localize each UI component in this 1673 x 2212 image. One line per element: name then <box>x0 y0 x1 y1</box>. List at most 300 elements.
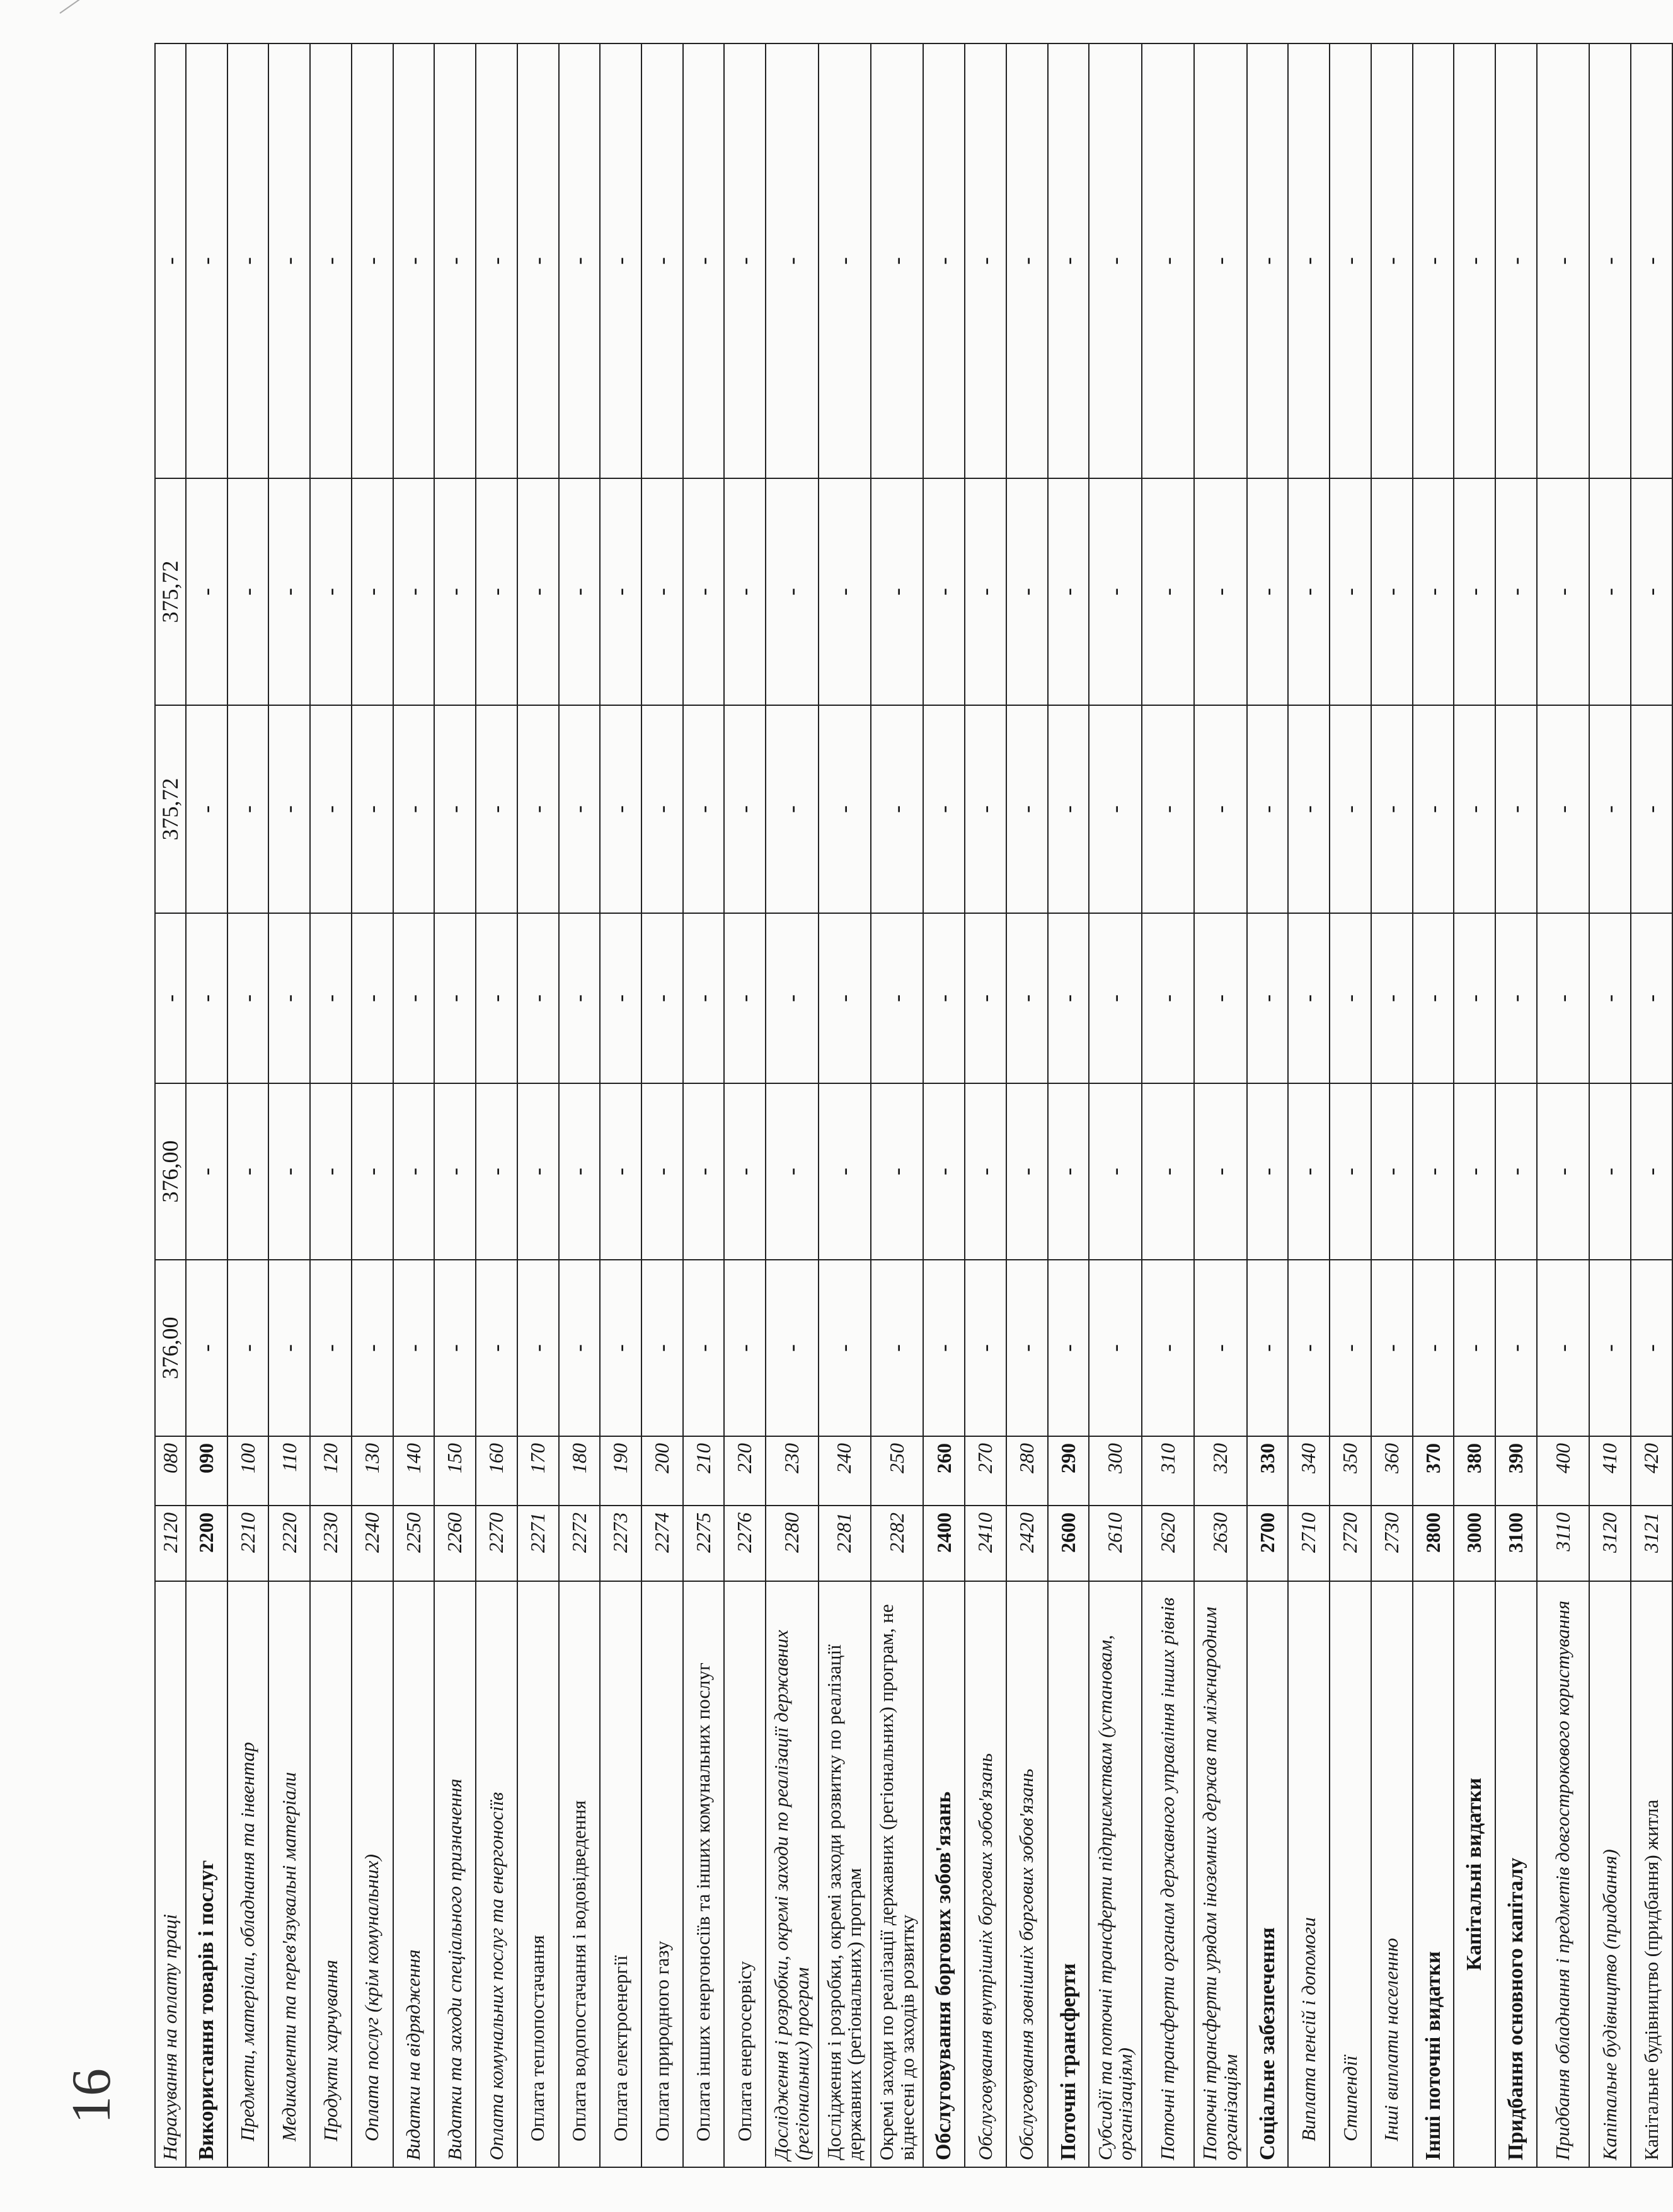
amount-cell: - <box>1495 1083 1537 1260</box>
kekv-code-cell: 2420 <box>1006 1506 1048 1581</box>
amount-cell: - <box>1495 43 1537 478</box>
amount-cell: - <box>724 913 766 1083</box>
amount-cell: - <box>724 43 766 478</box>
expense-name-cell: Медикаменти та перев'язувальні матеріали <box>268 1581 310 2167</box>
kekv-code-cell: 2281 <box>819 1506 871 1581</box>
amount-cell: - <box>819 43 871 478</box>
amount-cell: - <box>965 1083 1006 1260</box>
table-row <box>600 43 641 2167</box>
kekv-code-cell: 2260 <box>434 1506 476 1581</box>
line-code-cell: 130 <box>352 1436 393 1506</box>
amount-cell: - <box>1288 1083 1330 1260</box>
line-code-cell: 120 <box>310 1436 352 1506</box>
expense-name-cell: Соціальне забезпечення <box>1247 1581 1289 2167</box>
table-row <box>683 43 725 2167</box>
kekv-code-cell: 2250 <box>393 1506 435 1581</box>
table-row <box>1006 43 1048 2167</box>
kekv-code-cell: 2230 <box>310 1506 352 1581</box>
line-code-cell: 190 <box>600 1436 641 1506</box>
amount-cell: - <box>683 913 725 1083</box>
amount-cell: - <box>186 1260 227 1436</box>
amount-cell: - <box>227 1260 269 1436</box>
amount-cell: - <box>393 705 435 913</box>
amount-cell: - <box>600 43 641 478</box>
amount-cell: - <box>1142 913 1194 1083</box>
kekv-code-cell: 2120 <box>155 1506 186 1581</box>
kekv-code-cell: 2270 <box>476 1506 517 1581</box>
line-code-cell: 240 <box>819 1436 871 1506</box>
amount-cell: - <box>310 1083 352 1260</box>
kekv-code-cell: 2280 <box>766 1506 818 1581</box>
expense-name-cell: Інші виплати населенню <box>1371 1581 1413 2167</box>
line-code-cell: 160 <box>476 1436 517 1506</box>
table-row <box>227 43 269 2167</box>
amount-cell: - <box>1194 1083 1246 1260</box>
line-code-cell: 250 <box>871 1436 923 1506</box>
amount-cell: - <box>1371 1260 1413 1436</box>
line-code-cell: 380 <box>1454 1436 1495 1506</box>
amount-cell: - <box>1288 43 1330 478</box>
amount-cell: - <box>1454 43 1495 478</box>
expense-name-cell: Оплата енергосервісу <box>724 1581 766 2167</box>
line-code-cell: 360 <box>1371 1436 1413 1506</box>
kekv-code-cell: 2400 <box>923 1506 965 1581</box>
amount-cell: - <box>559 1083 601 1260</box>
expense-name-cell: Обслуговування зовнішніх боргових зобов'язань <box>1006 1581 1048 2167</box>
table-row <box>1413 43 1454 2167</box>
amount-cell: - <box>1089 43 1141 478</box>
amount-cell: - <box>766 705 818 913</box>
amount-cell: - <box>1048 1083 1089 1260</box>
table-row <box>559 43 601 2167</box>
amount-cell: - <box>819 478 871 705</box>
amount-cell: - <box>1089 1083 1141 1260</box>
amount-cell: - <box>1589 1260 1631 1436</box>
kekv-code-cell: 2800 <box>1413 1506 1454 1581</box>
line-code-cell: 420 <box>1631 1436 1672 1506</box>
kekv-code-cell: 3000 <box>1454 1506 1495 1581</box>
expense-name-cell: Предмети, матеріали, обладнання та інвентар <box>227 1581 269 2167</box>
table-row <box>1537 43 1589 2167</box>
amount-cell: - <box>766 913 818 1083</box>
amount-cell: - <box>1371 1083 1413 1260</box>
table-row <box>476 43 517 2167</box>
amount-cell: - <box>1589 43 1631 478</box>
table-row <box>393 43 435 2167</box>
amount-cell: - <box>724 1083 766 1260</box>
amount-cell: - <box>517 1083 559 1260</box>
amount-cell: - <box>871 43 923 478</box>
amount-cell: - <box>517 913 559 1083</box>
table-row <box>1454 43 1495 2167</box>
amount-cell: - <box>155 913 186 1083</box>
line-code-cell: 230 <box>766 1436 818 1506</box>
amount-cell: - <box>600 913 641 1083</box>
amount-cell: - <box>1454 705 1495 913</box>
kekv-code-cell: 2282 <box>871 1506 923 1581</box>
amount-cell: - <box>965 478 1006 705</box>
amount-cell: - <box>1330 705 1371 913</box>
expense-name-cell: Стипендії <box>1330 1581 1371 2167</box>
amount-cell: - <box>1454 1260 1495 1436</box>
amount-cell: - <box>1048 705 1089 913</box>
expense-name-cell: Дослідження і розробки, окремі заходи розвитку по реалізації державних (регіональних) програм <box>819 1581 871 2167</box>
line-code-cell: 090 <box>186 1436 227 1506</box>
amount-cell: - <box>1089 705 1141 913</box>
amount-cell: - <box>186 1083 227 1260</box>
amount-cell: - <box>352 705 393 913</box>
line-code-cell: 270 <box>965 1436 1006 1506</box>
amount-cell: - <box>434 43 476 478</box>
table-row <box>268 43 310 2167</box>
expense-name-cell: Виплата пенсій і допомоги <box>1288 1581 1330 2167</box>
expense-name-cell: Видатки на відрядження <box>393 1581 435 2167</box>
kekv-code-cell: 3110 <box>1537 1506 1589 1581</box>
amount-cell: - <box>352 913 393 1083</box>
amount-cell: - <box>559 478 601 705</box>
amount-cell: - <box>352 1083 393 1260</box>
table-row <box>819 43 871 2167</box>
amount-cell: - <box>1089 478 1141 705</box>
amount-cell: - <box>559 43 601 478</box>
expense-name-cell: Придбання обладнання і предметів довгострокового користування <box>1537 1581 1589 2167</box>
amount-cell: - <box>1142 1260 1194 1436</box>
amount-cell: - <box>1142 1083 1194 1260</box>
amount-cell: - <box>186 913 227 1083</box>
amount-cell: - <box>227 913 269 1083</box>
kekv-code-cell: 2275 <box>683 1506 725 1581</box>
amount-cell: - <box>1247 705 1289 913</box>
kekv-code-cell: 3121 <box>1631 1506 1672 1581</box>
amount-cell: - <box>1330 43 1371 478</box>
amount-cell: - <box>1048 43 1089 478</box>
amount-cell: - <box>1413 1083 1454 1260</box>
amount-cell: - <box>476 1260 517 1436</box>
kekv-code-cell: 2700 <box>1247 1506 1289 1581</box>
amount-cell: - <box>1589 1083 1631 1260</box>
amount-cell: - <box>923 1083 965 1260</box>
kekv-code-cell: 3120 <box>1589 1506 1631 1581</box>
amount-cell: - <box>1537 1260 1589 1436</box>
amount-cell: - <box>268 1083 310 1260</box>
kekv-code-cell: 2276 <box>724 1506 766 1581</box>
amount-cell: - <box>1495 913 1537 1083</box>
amount-cell: - <box>1247 43 1289 478</box>
amount-cell: - <box>683 478 725 705</box>
amount-cell: - <box>1413 705 1454 913</box>
amount-cell: - <box>1142 478 1194 705</box>
amount-cell: - <box>1413 913 1454 1083</box>
amount-cell: - <box>923 478 965 705</box>
kekv-code-cell: 3100 <box>1495 1506 1537 1581</box>
amount-cell: - <box>724 478 766 705</box>
expense-name-cell: Капітальні видатки <box>1454 1581 1495 2167</box>
amount-cell: - <box>476 1083 517 1260</box>
line-code-cell: 290 <box>1048 1436 1089 1506</box>
expense-name-cell: Оплата інших енергоносіїв та інших комунальних послуг <box>683 1581 725 2167</box>
table-row <box>1330 43 1371 2167</box>
amount-cell: - <box>186 43 227 478</box>
line-code-cell: 100 <box>227 1436 269 1506</box>
amount-cell: - <box>871 478 923 705</box>
amount-cell: - <box>683 705 725 913</box>
amount-cell: - <box>1537 43 1589 478</box>
amount-cell: - <box>923 913 965 1083</box>
line-code-cell: 210 <box>683 1436 725 1506</box>
table-row <box>1048 43 1089 2167</box>
amount-cell: - <box>1454 913 1495 1083</box>
amount-cell: - <box>965 43 1006 478</box>
amount-cell: - <box>476 705 517 913</box>
line-code-cell: 140 <box>393 1436 435 1506</box>
amount-cell: - <box>641 913 683 1083</box>
amount-cell: - <box>227 43 269 478</box>
table-row <box>1495 43 1537 2167</box>
amount-cell: - <box>1194 43 1246 478</box>
table-row <box>1371 43 1413 2167</box>
table-row <box>724 43 766 2167</box>
expense-name-cell: Субсидії та поточні трансферти підприємствам (установам, організаціям) <box>1089 1581 1141 2167</box>
amount-cell: - <box>434 1083 476 1260</box>
amount-cell: - <box>352 1260 393 1436</box>
amount-cell: - <box>1495 1260 1537 1436</box>
table-row <box>1247 43 1289 2167</box>
amount-cell: - <box>766 478 818 705</box>
expense-name-cell: Обслуговування боргових зобов'язань <box>923 1581 965 2167</box>
amount-cell: - <box>600 1083 641 1260</box>
expense-name-cell: Придбання основного капіталу <box>1495 1581 1537 2167</box>
amount-cell: - <box>1371 478 1413 705</box>
table-row <box>923 43 965 2167</box>
kekv-code-cell: 2710 <box>1288 1506 1330 1581</box>
amount-cell: - <box>1589 913 1631 1083</box>
amount-cell: - <box>1413 43 1454 478</box>
amount-cell: - <box>1631 1083 1672 1260</box>
amount-cell: - <box>517 478 559 705</box>
amount-cell: - <box>434 1260 476 1436</box>
amount-cell: - <box>871 705 923 913</box>
amount-cell: - <box>1330 913 1371 1083</box>
amount-cell: - <box>1006 913 1048 1083</box>
amount-cell: - <box>683 43 725 478</box>
table-row <box>517 43 559 2167</box>
kekv-code-cell: 2600 <box>1048 1506 1089 1581</box>
amount-cell: - <box>310 43 352 478</box>
amount-cell: - <box>683 1260 725 1436</box>
amount-cell: - <box>819 1260 871 1436</box>
table-row <box>186 43 227 2167</box>
line-code-cell: 280 <box>1006 1436 1048 1506</box>
amount-cell: - <box>1247 478 1289 705</box>
amount-cell: 375,72 <box>155 478 186 705</box>
amount-cell: - <box>393 478 435 705</box>
line-code-cell: 370 <box>1413 1436 1454 1506</box>
kekv-code-cell: 2210 <box>227 1506 269 1581</box>
line-code-cell: 200 <box>641 1436 683 1506</box>
kekv-code-cell: 2273 <box>600 1506 641 1581</box>
table-row <box>434 43 476 2167</box>
amount-cell: - <box>268 43 310 478</box>
amount-cell: - <box>517 705 559 913</box>
expense-name-cell: Поточні трансферти <box>1048 1581 1089 2167</box>
amount-cell: - <box>1194 1260 1246 1436</box>
amount-cell: - <box>1142 705 1194 913</box>
amount-cell: - <box>766 1260 818 1436</box>
table-row <box>155 43 186 2167</box>
amount-cell: - <box>1413 478 1454 705</box>
amount-cell: - <box>641 43 683 478</box>
amount-cell: - <box>1006 43 1048 478</box>
line-code-cell: 170 <box>517 1436 559 1506</box>
amount-cell: - <box>965 705 1006 913</box>
amount-cell: - <box>434 705 476 913</box>
amount-cell: - <box>1247 1260 1289 1436</box>
table-row <box>1589 43 1631 2167</box>
kekv-code-cell: 2272 <box>559 1506 601 1581</box>
amount-cell: - <box>1194 913 1246 1083</box>
amount-cell: - <box>1537 705 1589 913</box>
amount-cell: - <box>1194 705 1246 913</box>
expense-name-cell: Дослідження і розробки, окремі заходи по реалізації державних (регіональних) програм <box>766 1581 818 2167</box>
table-row <box>352 43 393 2167</box>
amount-cell: - <box>641 1083 683 1260</box>
amount-cell: - <box>1006 705 1048 913</box>
amount-cell: - <box>1330 1260 1371 1436</box>
expense-name-cell: Поточні трансферти урядам іноземних держав та міжнародним організаціям <box>1194 1581 1246 2167</box>
amount-cell: - <box>1371 705 1413 913</box>
expense-name-cell: Видатки та заходи спеціального призначення <box>434 1581 476 2167</box>
amount-cell: - <box>641 1260 683 1436</box>
amount-cell: - <box>1631 43 1672 478</box>
line-code-cell: 260 <box>923 1436 965 1506</box>
expense-name-cell: Оплата природного газу <box>641 1581 683 2167</box>
expense-name-cell: Інші поточні видатки <box>1413 1581 1454 2167</box>
amount-cell: - <box>476 913 517 1083</box>
expense-name-cell: Окремі заходи по реалізації державних (регіональних) програм, не віднесені до заходів розвитку <box>871 1581 923 2167</box>
line-code-cell: 350 <box>1330 1436 1371 1506</box>
amount-cell: - <box>1089 1260 1141 1436</box>
line-code-cell: 220 <box>724 1436 766 1506</box>
amount-cell: - <box>1631 478 1672 705</box>
amount-cell: - <box>186 705 227 913</box>
kekv-code-cell: 2730 <box>1371 1506 1413 1581</box>
amount-cell: - <box>1288 478 1330 705</box>
amount-cell: - <box>352 43 393 478</box>
amount-cell: - <box>1631 913 1672 1083</box>
amount-cell: - <box>819 913 871 1083</box>
amount-cell: - <box>268 478 310 705</box>
amount-cell: - <box>923 1260 965 1436</box>
table-row <box>965 43 1006 2167</box>
page-corner-mark <box>59 0 106 14</box>
budget-table-container <box>154 44 1673 2168</box>
expense-name-cell: Капітальне будівництво (придбання) житла <box>1631 1581 1672 2167</box>
amount-cell: - <box>268 705 310 913</box>
kekv-code-cell: 2200 <box>186 1506 227 1581</box>
amount-cell: - <box>310 478 352 705</box>
table-row <box>310 43 352 2167</box>
line-code-cell: 390 <box>1495 1436 1537 1506</box>
table-row <box>766 43 818 2167</box>
amount-cell: - <box>393 43 435 478</box>
table-row <box>871 43 923 2167</box>
kekv-code-cell: 2620 <box>1142 1506 1194 1581</box>
amount-cell: - <box>1194 478 1246 705</box>
expense-name-cell: Нарахування на оплату праці <box>155 1581 186 2167</box>
kekv-code-cell: 2630 <box>1194 1506 1246 1581</box>
amount-cell: - <box>1288 913 1330 1083</box>
amount-cell: - <box>1048 1260 1089 1436</box>
amount-cell: - <box>1631 705 1672 913</box>
amount-cell: - <box>600 478 641 705</box>
amount-cell: - <box>559 1260 601 1436</box>
amount-cell: - <box>1330 1083 1371 1260</box>
table-row <box>641 43 683 2167</box>
line-code-cell: 320 <box>1194 1436 1246 1506</box>
expense-name-cell: Оплата водопостачання і водовідведення <box>559 1581 601 2167</box>
expense-name-cell: Продукти харчування <box>310 1581 352 2167</box>
amount-cell: - <box>965 913 1006 1083</box>
amount-cell: - <box>724 705 766 913</box>
amount-cell: - <box>1247 913 1289 1083</box>
amount-cell: - <box>227 1083 269 1260</box>
amount-cell: - <box>310 1260 352 1436</box>
amount-cell: - <box>819 705 871 913</box>
kekv-code-cell: 2720 <box>1330 1506 1371 1581</box>
kekv-code-cell: 2410 <box>965 1506 1006 1581</box>
line-code-cell: 330 <box>1247 1436 1289 1506</box>
amount-cell: - <box>724 1260 766 1436</box>
amount-cell: - <box>1371 43 1413 478</box>
expense-name-cell: Обслуговування внутрішніх боргових зобов'язань <box>965 1581 1006 2167</box>
amount-cell: - <box>1537 478 1589 705</box>
amount-cell: - <box>476 43 517 478</box>
line-code-cell: 340 <box>1288 1436 1330 1506</box>
table-row <box>1288 43 1330 2167</box>
amount-cell: - <box>1413 1260 1454 1436</box>
amount-cell: 375,72 <box>155 705 186 913</box>
amount-cell: - <box>1371 913 1413 1083</box>
amount-cell: - <box>923 705 965 913</box>
expense-name-cell: Капітальне будівництво (придбання) <box>1589 1581 1631 2167</box>
amount-cell: - <box>310 913 352 1083</box>
amount-cell: - <box>1089 913 1141 1083</box>
amount-cell: - <box>1006 1083 1048 1260</box>
amount-cell: - <box>393 1083 435 1260</box>
kekv-code-cell: 2220 <box>268 1506 310 1581</box>
amount-cell: - <box>559 705 601 913</box>
amount-cell: - <box>766 43 818 478</box>
expense-name-cell: Оплата теплопостачання <box>517 1581 559 2167</box>
amount-cell: - <box>871 913 923 1083</box>
amount-cell: 376,00 <box>155 1083 186 1260</box>
amount-cell: - <box>559 913 601 1083</box>
amount-cell: - <box>155 43 186 478</box>
expense-name-cell: Оплата комунальних послуг та енергоносіїв <box>476 1581 517 2167</box>
amount-cell: - <box>819 1083 871 1260</box>
amount-cell: - <box>393 1260 435 1436</box>
line-code-cell: 150 <box>434 1436 476 1506</box>
expense-name-cell: Оплата послуг (крім комунальних) <box>352 1581 393 2167</box>
line-code-cell: 300 <box>1089 1436 1141 1506</box>
line-code-cell: 400 <box>1537 1436 1589 1506</box>
amount-cell: - <box>1288 705 1330 913</box>
page-number: 16 <box>61 2068 122 2124</box>
amount-cell: - <box>1589 478 1631 705</box>
amount-cell: - <box>1495 705 1537 913</box>
amount-cell: - <box>600 705 641 913</box>
amount-cell: - <box>871 1260 923 1436</box>
